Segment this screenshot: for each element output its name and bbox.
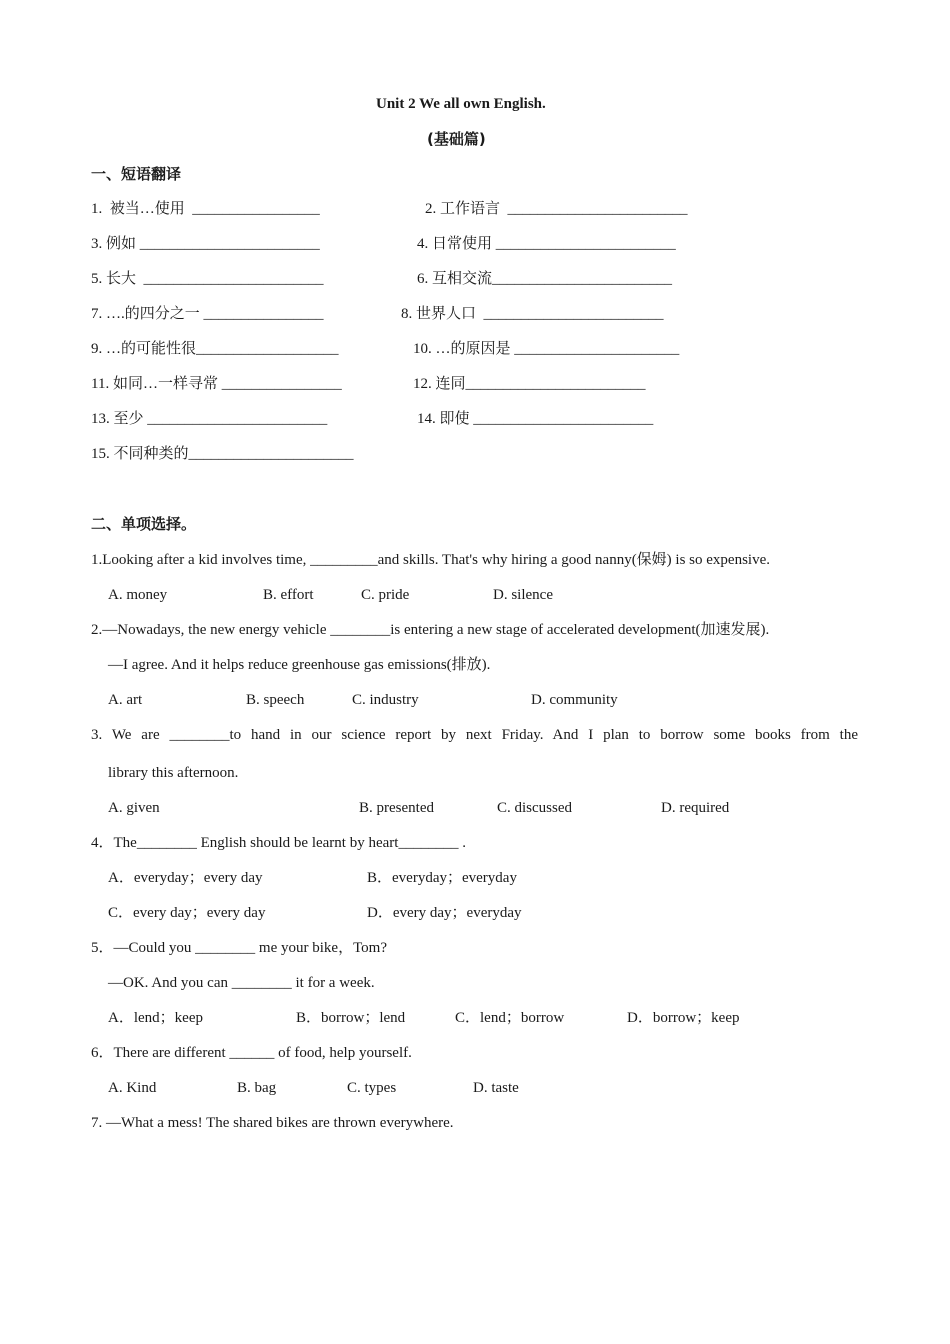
phrase-item-12: 12. 连同________________________	[413, 376, 646, 392]
q2-option-c: C. industry	[352, 692, 419, 708]
phrase-item-1: 1. 被当…使用 _________________	[91, 201, 320, 217]
phrase-item-13: 13. 至少 ________________________	[91, 411, 328, 427]
q3-option-a: A. given	[108, 800, 160, 816]
q2-option-d: D. community	[531, 692, 618, 708]
q1-option-d: D. silence	[493, 587, 553, 603]
q1-option-a: A. money	[108, 587, 168, 603]
phrase-item-6: 6. 互相交流________________________	[417, 271, 673, 287]
q1-option-b: B. effort	[263, 587, 314, 603]
q4-option-a: A．everyday；every day	[108, 870, 263, 886]
phrase-item-15: 15. 不同种类的______________________	[91, 446, 354, 462]
phrase-item-5: 5. 长大 ________________________	[91, 271, 324, 287]
question-4-stem: 4．The________ English should be learnt by heart________ .	[91, 835, 466, 851]
question-6-stem: 6．There are different ______ of food, help yourself.	[91, 1045, 412, 1061]
question-5-stem: 5．—Could you ________ me your bike，Tom?	[91, 940, 388, 956]
q4-option-b: B．everyday；everyday	[367, 870, 517, 886]
question-3-stem: 3. We are ________to hand in our science report by next Friday. And I plan to borrow some books from the	[91, 727, 858, 743]
q4-option-c: C．every day；every day	[108, 905, 266, 921]
phrase-item-4: 4. 日常使用 ________________________	[417, 236, 676, 252]
question-5-reply: —OK. And you can ________ it for a week.	[108, 975, 375, 991]
question-1-stem: 1.Looking after a kid involves time, _________and skills. That's why hiring a good nanny(保姆) is so expensive.	[91, 552, 770, 568]
section-2-heading: 二、单项选择。	[91, 515, 197, 533]
q6-option-a: A. Kind	[108, 1080, 157, 1096]
q2-option-b: B. speech	[246, 692, 305, 708]
question-7-stem: 7. —What a mess! The shared bikes are thrown everywhere.	[91, 1115, 454, 1131]
phrase-item-7: 7. ….的四分之一 ________________	[91, 306, 324, 322]
phrase-item-14: 14. 即使 ________________________	[417, 411, 654, 427]
q3-option-d: D. required	[661, 800, 730, 816]
q3-option-b: B. presented	[359, 800, 434, 816]
q5-option-c: C．lend；borrow	[455, 1010, 565, 1026]
phrase-item-10: 10. …的原因是 ______________________	[413, 341, 680, 357]
question-2-reply: —I agree. And it helps reduce greenhouse gas emissions(排放).	[108, 657, 491, 673]
page-subtitle: (基础篇)	[427, 130, 486, 148]
q5-option-a: A．lend；keep	[108, 1010, 203, 1026]
question-2-stem: 2.—Nowadays, the new energy vehicle ________is entering a new stage of accelerated development(加速发展).	[91, 622, 770, 638]
section-1-heading: 一、短语翻译	[91, 165, 182, 183]
q6-option-c: C. types	[347, 1080, 397, 1096]
q5-option-d: D．borrow；keep	[627, 1010, 740, 1026]
q5-option-b: B．borrow；lend	[296, 1010, 406, 1026]
q6-option-d: D. taste	[473, 1080, 519, 1096]
q3-option-c: C. discussed	[497, 800, 572, 816]
q1-option-c: C. pride	[361, 587, 410, 603]
phrase-item-2: 2. 工作语言 ________________________	[425, 201, 688, 217]
phrase-item-8: 8. 世界人口 ________________________	[401, 306, 664, 322]
q4-option-d: D．every day；everyday	[367, 905, 522, 921]
q6-option-b: B. bag	[237, 1080, 277, 1096]
phrase-item-3: 3. 例如 ________________________	[91, 236, 320, 252]
question-3-stem-cont: library this afternoon.	[108, 765, 239, 781]
q2-option-a: A. art	[108, 692, 143, 708]
page-title: Unit 2 We all own English.	[376, 96, 546, 112]
phrase-item-9: 9. …的可能性很___________________	[91, 341, 339, 357]
phrase-item-11: 11. 如同…一样寻常 ________________	[91, 376, 342, 392]
